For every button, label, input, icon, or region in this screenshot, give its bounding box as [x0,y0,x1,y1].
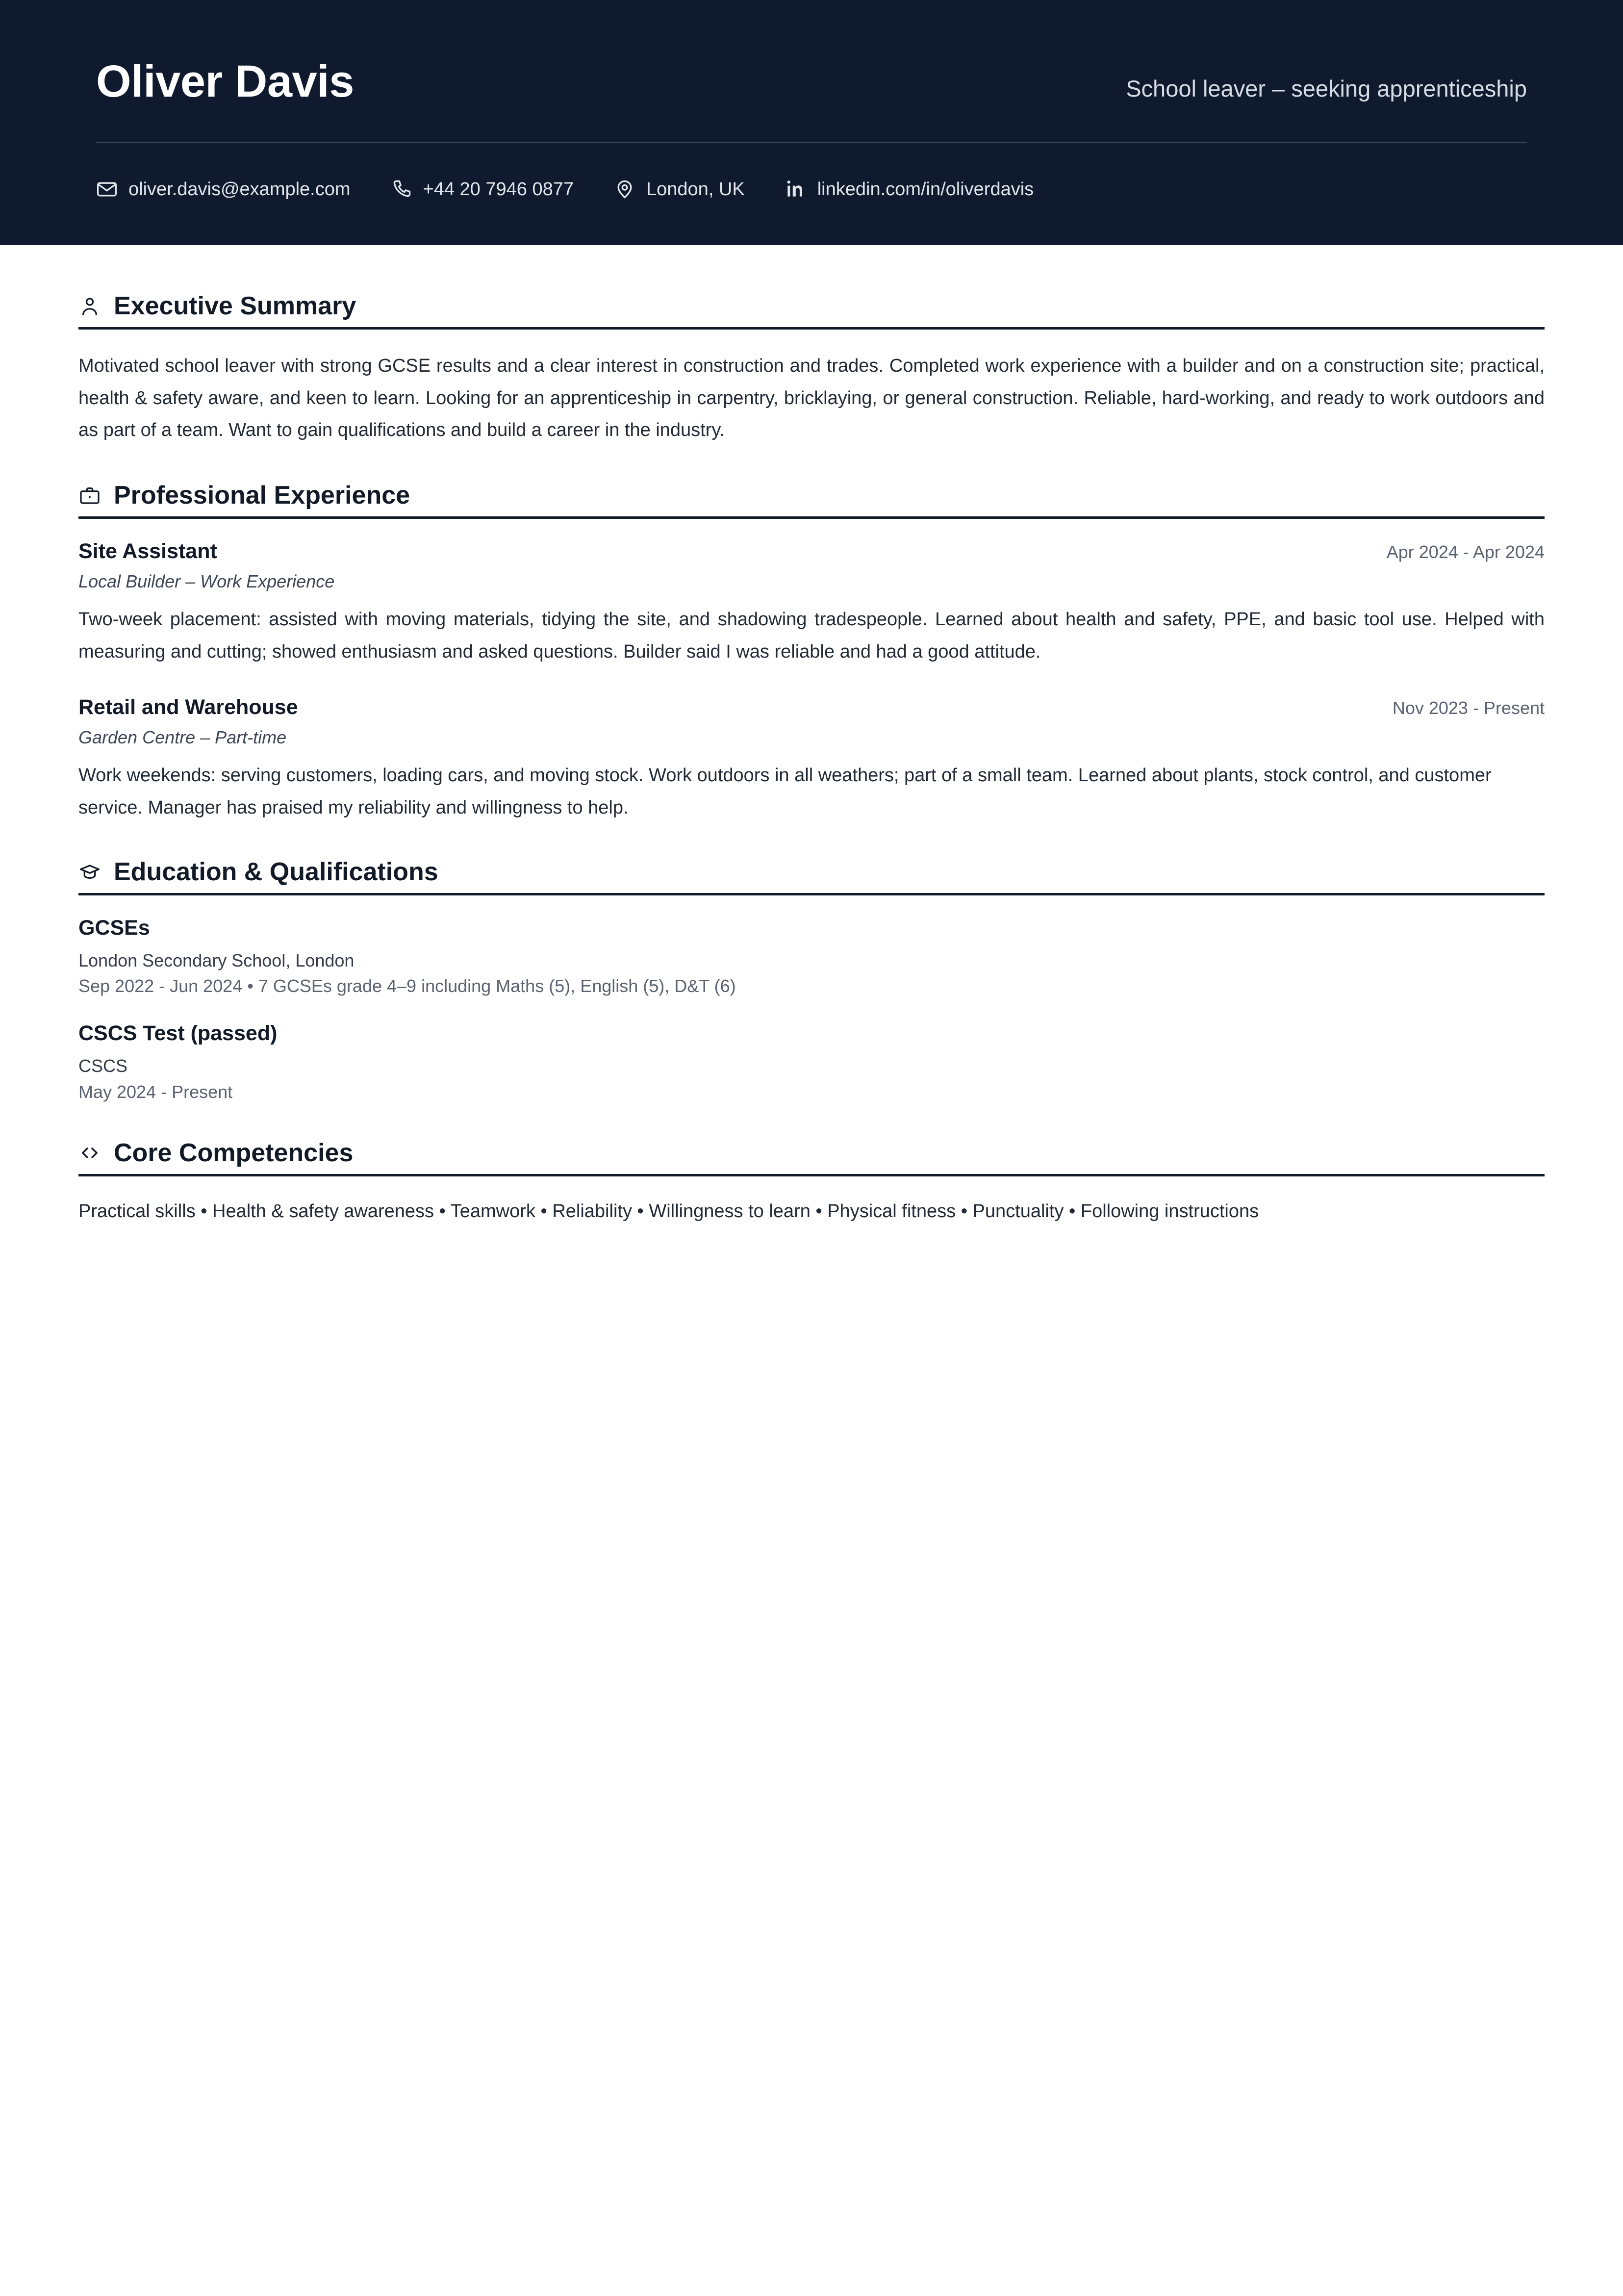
skills-list: Practical skills • Health & safety awareness • Teamwork • Reliability • Willingness to learn • Physical fitness • Punctuality • Following instructions [78,1201,1259,1222]
education-item [78,916,1545,999]
job-title: Retail and Warehouse [78,695,298,719]
code-brackets-icon [78,1142,101,1164]
section-header [78,482,1545,516]
section-header [78,1139,1545,1174]
section-header [78,292,1545,327]
job-description: Two-week placement: assisted with moving materials, tidying the site, and shadowing tradespeople. Learned about health and safety, PPE, and basic tool use. Helped with measuring and cutting; showed enthusiasm and asked questions. Builder said I was reliable and had a good attitude. [78,609,1545,662]
section-title-summary: Executive Summary [114,292,356,320]
section-title-skills: Core Competencies [114,1138,354,1167]
section-header [78,858,1545,893]
graduation-cap-icon [78,861,101,883]
contact-row [96,143,1527,200]
contact-location [614,179,745,200]
experience-item-header [78,695,1545,719]
section-executive-summary [78,292,1545,446]
section-title-experience: Professional Experience [114,481,410,510]
section-title-education: Education & Qualifications [114,857,438,886]
section-professional-experience [78,482,1545,824]
person-icon [78,295,101,318]
education-item [78,1021,1545,1104]
candidate-name: Oliver Davis [96,56,354,106]
contact-linkedin[interactable] [785,179,1034,200]
education-title: CSCS Test (passed) [78,1021,278,1046]
section-education [78,858,1545,1105]
job-dates: Apr 2024 - Apr 2024 [1386,542,1545,562]
education-title: GCSEs [78,916,150,940]
education-meta: Sep 2022 - Jun 2024 • 7 GCSEs grade 4–9 including Maths (5), English (5), D&T (6) [78,976,736,996]
section-rule [78,516,1545,519]
section-rule [78,327,1545,330]
location-pin-icon [614,179,635,200]
section-core-competencies [78,1139,1545,1226]
phone-icon [391,179,412,200]
resume-body [0,245,1623,1226]
linkedin-icon [785,179,807,200]
experience-item [78,695,1545,824]
contact-email[interactable] [96,179,351,200]
job-subtitle: Local Builder – Work Experience [78,571,335,592]
briefcase-icon [78,485,101,507]
header-top [96,56,1527,142]
contact-phone[interactable] [391,179,574,200]
job-dates: Nov 2023 - Present [1392,698,1545,718]
education-institution: CSCS [78,1056,128,1076]
contact-email-text: oliver.davis@example.com [128,179,351,200]
contact-linkedin-text: linkedin.com/in/oliverdavis [817,179,1034,200]
mail-icon [96,179,118,200]
job-description: Work weekends: serving customers, loading cars, and moving stock. Work outdoors in all weathers; part of a small team. Learned about plants, stock control, and customer service. Manager has praised my reliability and willingness to help. [78,765,1492,818]
job-subtitle: Garden Centre – Part-time [78,727,287,748]
job-title: Site Assistant [78,539,217,563]
candidate-headline: School leaver – seeking apprenticeship [1126,76,1527,102]
contact-phone-text: +44 20 7946 0877 [423,179,574,200]
section-rule [78,893,1545,895]
education-meta: May 2024 - Present [78,1081,233,1102]
experience-item-header [78,539,1545,563]
summary-text: Motivated school leaver with strong GCSE results and a clear interest in construction and trades. Completed work experience with a builder and on a construction site; practical, health & safety aware, and keen to learn. Looking for an apprenticeship in carpentry, bricklaying, or general construction. Reliable, hard-working, and ready to work outdoors and as part of a team. Want to gain qualifications and build a career in the industry. [78,356,1545,440]
contact-location-text: London, UK [646,179,745,200]
section-rule [78,1174,1545,1176]
resume-header [0,0,1623,245]
education-institution: London Secondary School, London [78,950,355,971]
experience-item [78,539,1545,668]
